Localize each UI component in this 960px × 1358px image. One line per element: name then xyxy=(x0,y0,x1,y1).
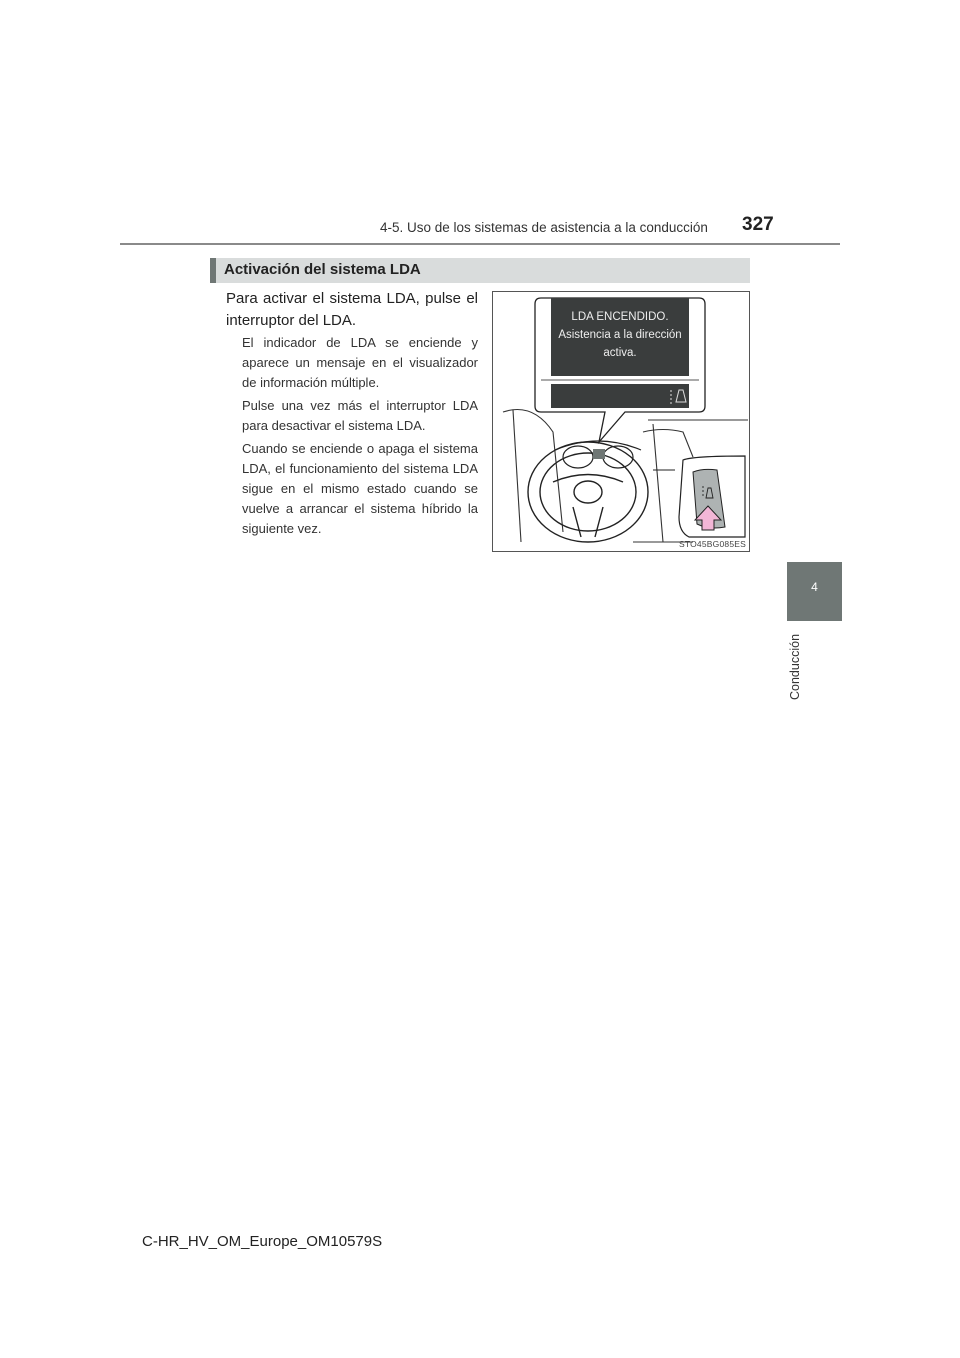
section-heading-accent xyxy=(210,258,216,283)
display-line-2: Asistencia a la dirección xyxy=(558,329,682,341)
figure-code: STO45BG085ES xyxy=(679,539,746,549)
chapter-number: 4 xyxy=(811,580,818,594)
note-paragraph-1: El indicador de LDA se enciende y aparece un mensaje en el visualizador de información múltiple. xyxy=(242,335,478,390)
chapter-tab xyxy=(787,562,842,621)
lead-paragraph: Para activar el sistema LDA, pulse el interruptor del LDA. xyxy=(226,290,478,329)
note-paragraph-2: Pulse una vez más el interruptor LDA para desactivar el sistema LDA. xyxy=(242,398,478,433)
header-divider xyxy=(120,243,840,245)
note-paragraph-3: Cuando se enciende o apaga el sistema LDA, el funcionamiento del sistema LDA sigue en el mismo estado cuando se vuelve a arrancar el sistema híbrido la siguiente vez. xyxy=(242,441,478,536)
section-heading-title: Activación del sistema LDA xyxy=(224,261,421,278)
footer-doc-id: C-HR_HV_OM_Europe_OM10579S xyxy=(142,1233,383,1250)
lda-figure xyxy=(492,291,750,552)
section-heading-bar xyxy=(210,258,750,283)
header-section-title: 4-5. Uso de los sistemas de asistencia a la conducción xyxy=(380,220,708,235)
page-number: 327 xyxy=(742,214,774,235)
display-line-3: activa. xyxy=(603,347,637,359)
chapter-label: Conducción xyxy=(788,633,802,700)
display-line-1: LDA ENCENDIDO. xyxy=(571,311,669,323)
